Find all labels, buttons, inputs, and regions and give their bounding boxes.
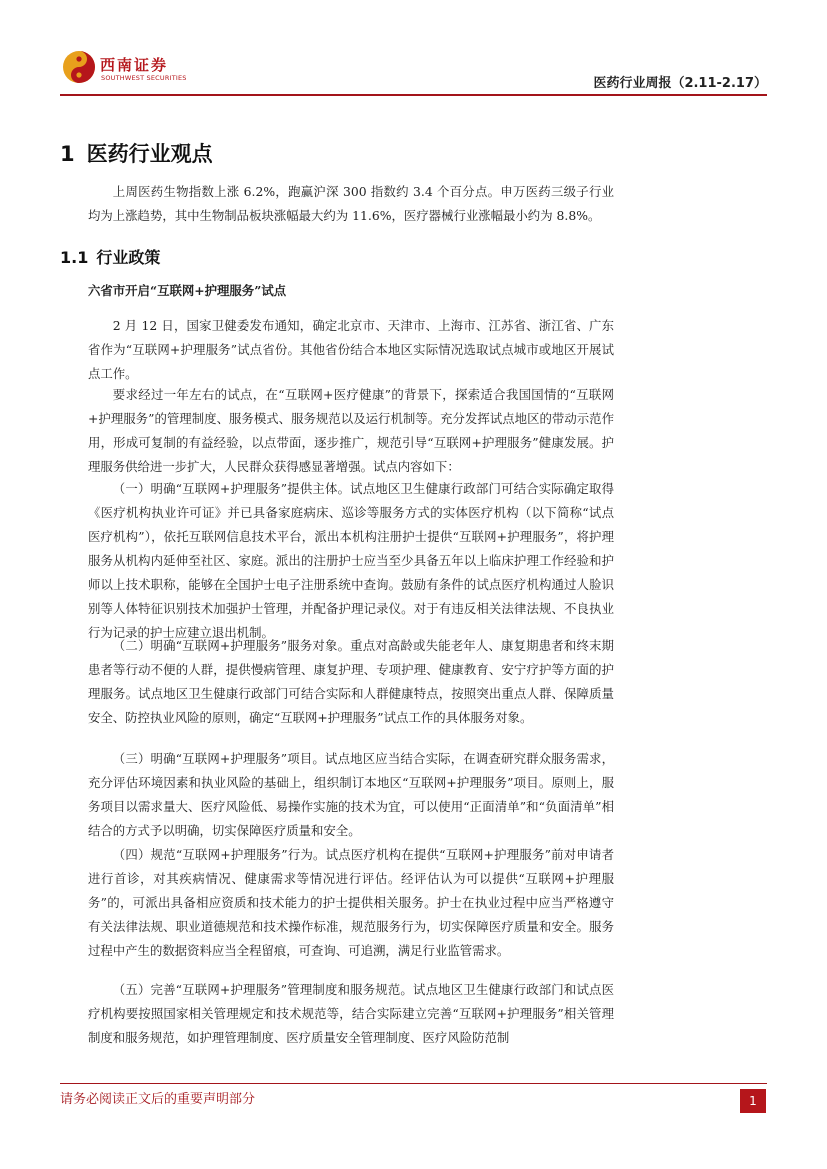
body-paragraph-1: 2 月 12 日，国家卫健委发布通知，确定北京市、天津市、上海市、江苏省、浙江省、广东省作为“互联网+护理服务”试点省份。其他省份结合本地区实际情况选取试点城市或地区开展试点工作。 <box>88 318 614 381</box>
disclaimer-note: 请务必阅读正文后的重要声明部分 <box>60 1092 256 1107</box>
section-number: 1 <box>60 142 75 166</box>
intro-paragraph: 上周医药生物指数上涨 6.2%，跑赢沪深 300 指数约 3.4 个百分点。申万医药三级子行业均为上涨趋势，其中生物制品板块涨幅最大约为 11.6%，医疗器械行业涨幅最小约为 8.8%。 <box>88 184 614 223</box>
subsection-heading <box>60 245 160 268</box>
body-paragraph-5: （三）明确“互联网+护理服务”项目。试点地区应当结合实际，在调查研究群众服务需求，充分评估环境因素和执业风险的基础上，组织制订本地区“互联网+护理服务”项目。原则上，服务项目以需求量大、医疗风险低、易操作实施的技术为宜，可以使用“正面清单”和“负面清单”相结合的方式予以明确，切实保障医疗质量和安全。 <box>88 751 614 838</box>
body-paragraph-6: （四）规范“互联网+护理服务”行为。试点医疗机构在提供“互联网+护理服务”前对申请者进行首诊，对其疾病情况、健康需求等情况进行评估。经评估认为可以提供“互联网+护理服务”的，可派出具备相应资质和技术能力的护士提供相关服务。护士在执业过程中应当严格遵守有关法律法规、职业道德规范和技术操作标准，规范服务行为，切实保障医疗质量和安全。服务过程中产生的数据资料应当全程留痕，可查询、可追溯，满足行业监管需求。 <box>88 847 614 958</box>
body-paragraph-3: （一）明确“互联网+护理服务”提供主体。试点地区卫生健康行政部门可结合实际确定取得《医疗机构执业许可证》并已具备家庭病床、巡诊等服务方式的实体医疗机构（以下简称“试点医疗机构”），依托互联网信息技术平台，派出本机构注册护士提供“互联网+护理服务”，将护理服务从机构内延伸至社区、家庭。派出的注册护士应当至少具备五年以上临床护理工作经验和护师以上技术职称，能够在全国护士电子注册系统中查询。鼓励有条件的试点医疗机构通过人脸识别等人体特征识别技术加强护士管理，并配备护理记录仪。对于有违反相关法律法规、不良执业行为记录的护士应建立退出机制。 <box>88 481 614 640</box>
southwest-securities-logo-icon <box>62 50 96 84</box>
section-heading <box>60 138 213 168</box>
body-paragraph-7: （五）完善“互联网+护理服务”管理制度和服务规范。试点地区卫生健康行政部门和试点医疗机构要按照国家相关管理规定和技术规范等，结合实际建立完善“互联网+护理服务”相关管理制度和服务规范，如护理管理制度、医疗质量安全管理制度、医疗风险防范制 <box>88 982 614 1045</box>
body-paragraph-4: （二）明确“互联网+护理服务”服务对象。重点对高龄或失能老年人、康复期患者和终末期患者等行动不便的人群，提供慢病管理、康复护理、专项护理、健康教育、安宁疗护等方面的护理服务。试点地区卫生健康行政部门可结合实际和人群健康特点，按照突出重点人群、保障质量安全、防控执业风险的原则，确定“互联网+护理服务”试点工作的具体服务对象。 <box>88 638 614 725</box>
report-title: 医药行业周报（2.11-2.17） <box>593 76 767 91</box>
logo-chinese-name: 西南证券 <box>100 56 169 74</box>
company-logo <box>62 50 222 86</box>
logo-english-name: SOUTHWEST SECURITIES <box>101 74 187 82</box>
policy-heading: 六省市开启“互联网+护理服务”试点 <box>88 283 287 298</box>
footer-divider <box>60 1083 767 1084</box>
subsection-number: 1.1 <box>60 248 89 267</box>
header-divider <box>60 94 767 96</box>
page-number: 1 <box>740 1089 766 1113</box>
subsection-title: 行业政策 <box>96 248 161 267</box>
body-paragraph-2: 要求经过一年左右的试点，在“互联网+医疗健康”的背景下，探索适合我国国情的“互联网+护理服务”的管理制度、服务模式、服务规范以及运行机制等。充分发挥试点地区的带动示范作用，形成可复制的有益经验，以点带面，逐步推广，规范引导“互联网+护理服务”健康发展。护理服务供给进一步扩大，人民群众获得感显著增强。试点内容如下： <box>88 387 614 474</box>
section-title: 医药行业观点 <box>86 142 213 166</box>
